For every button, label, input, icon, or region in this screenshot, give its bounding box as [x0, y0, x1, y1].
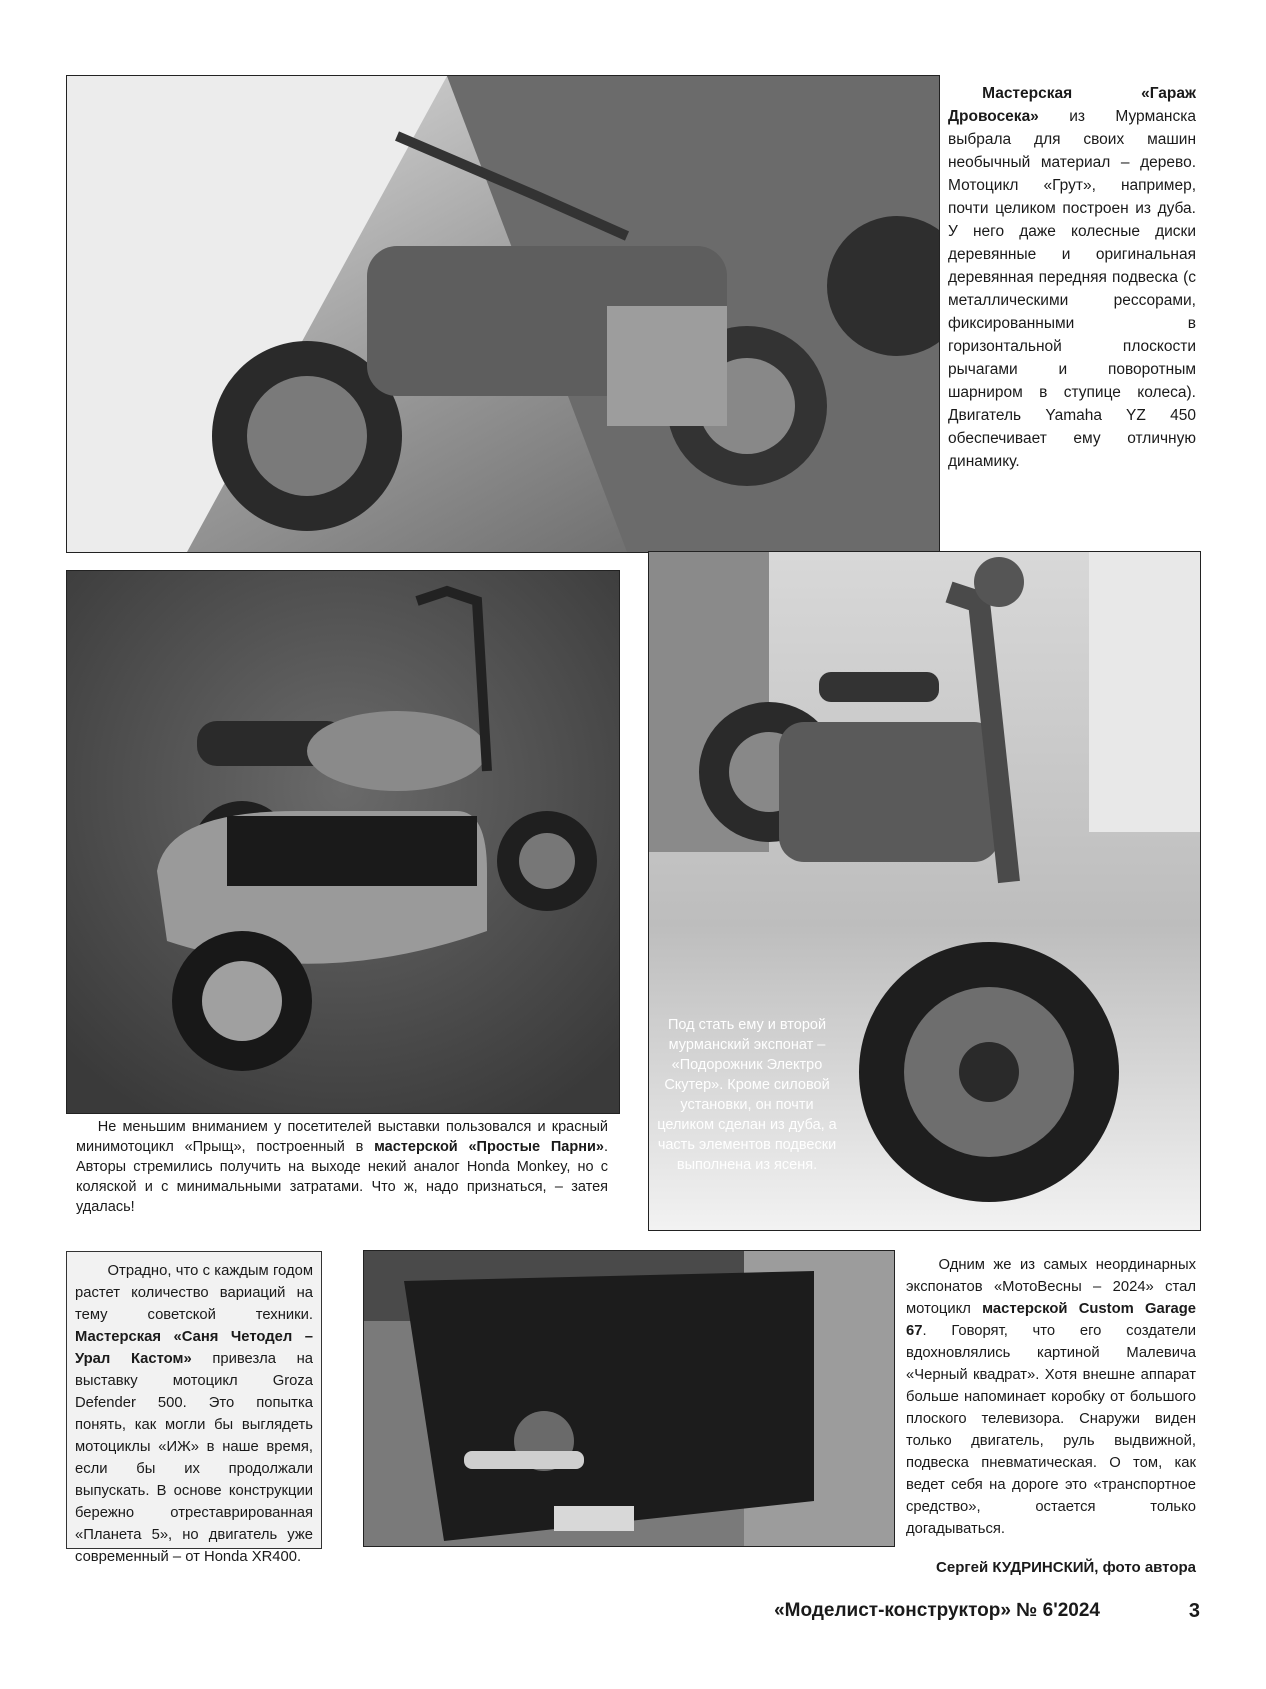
- photo-grut-motorcycle: [66, 75, 940, 553]
- workshop-name-drovosek: Мастерская «Гараж Дровосека»: [948, 85, 1196, 125]
- author-credit: Сергей КУДРИНСКИЙ, фото автора: [936, 1559, 1196, 1576]
- photo-minimoto-sidecar: [66, 570, 620, 1114]
- caption-minimoto: Не меньшим вниманием у посетителей выставки пользовался и красный минимотоцикл «Прыщ», построенный в мастерской «Простые Парни». Авторы стремились получить на выходе некий аналог Honda Monkey, но с коляской и с минимальными затратами. Что ж, надо признаться, – затея удалась!: [76, 1119, 608, 1215]
- workshop-name-sanya-chetodel: Мастерская «Саня Четодел – Урал Кастом»: [75, 1329, 313, 1367]
- journal-footer: «Моделист-конструктор» № 6'2024: [774, 1600, 1100, 1621]
- caption-electro-scooter: Под стать ему и второй мурманский экспонат – «Подорожник Электро Скутер». Кроме силовой установки, он почти целиком сделан из дуба, а часть элементов подвески выполнена из ясеня.: [657, 1017, 837, 1173]
- workshop-name-prostye-parni: мастерской «Простые Парни»: [374, 1139, 604, 1155]
- page-number: 3: [1188, 1600, 1200, 1622]
- workshop-name-custom-garage: мастерской Custom Garage 67: [906, 1301, 1197, 1339]
- text-custom-garage: Одним же из самых неординарных экспонатов «МотоВесны – 2024» стал мотоцикл мастерской Custom Garage 67. Говорят, что его создатели вдохновлялись картиной Малевича «Черный квадрат». Хотя внешне аппарат больше напоминает коробку от большого плоского телевизора. Снаружи виден только двигатель, руль выдвижной, подвеска пневматическая. О том, как ведет себя на дороге это «транспортное средство», остается только догадываться.: [906, 1257, 1197, 1537]
- text-groza-defender: Отрадно, что с каждым годом растет количество вариаций на тему советской техники. Мастерская «Саня Четодел – Урал Кастом» привезла на выставку мотоцикл Groza Defender 500. Это попытка понять, как могли бы выглядеть мотоциклы «ИЖ» в наше время, если бы их продолжали выпускать. В основе конструкции бережно отреставрированная «Планета 5», но двигатель уже современный – от Honda XR400.: [66, 1251, 322, 1549]
- text-garage-drovosek: Мастерская «Гараж Дровосека» из Мурманска выбрала для своих машин необычный материал – дерево. Мотоцикл «Грут», например, почти целиком построен из дуба. У него даже колесные диски деревянные и оригинальная деревянная передняя подвеска (с металлическими рессорами, фиксированными в горизонтальной плоскости рычагами и поворотным шарниром в ступице колеса). Двигатель Yamaha YZ 450 обеспечивает ему отличную динамику.: [948, 85, 1196, 470]
- photo-black-square-motorcycle: [363, 1250, 895, 1547]
